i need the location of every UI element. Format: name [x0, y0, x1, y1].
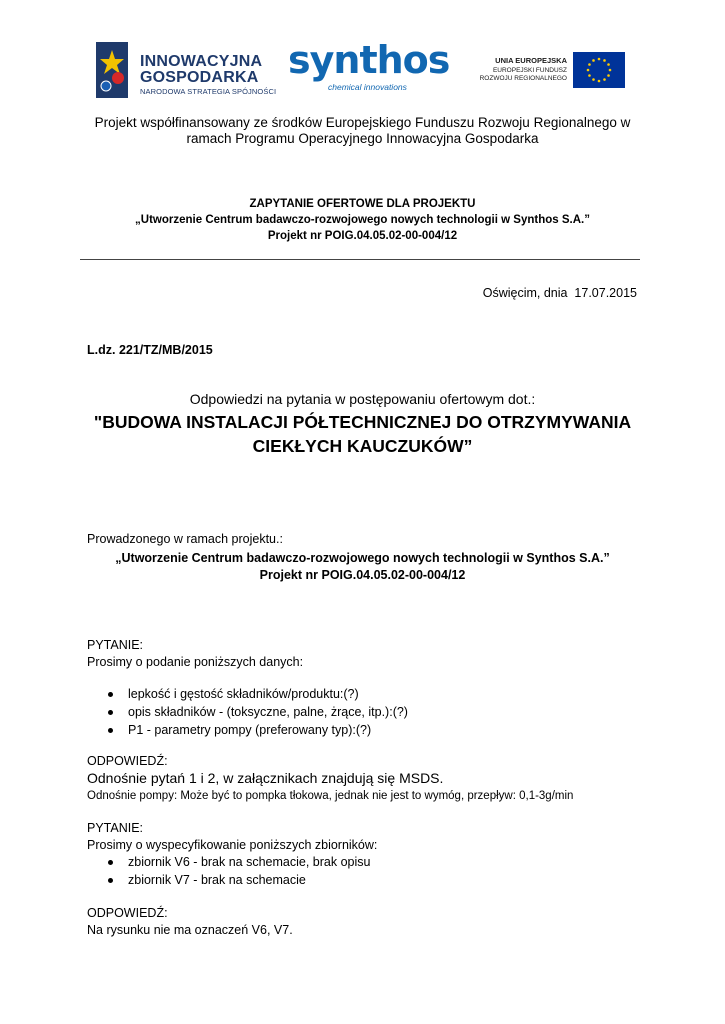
eu-star — [592, 78, 595, 81]
synthos-tagline: chemical innovations — [328, 82, 407, 92]
question-text: Prosimy o wyspecyfikowanie poniższych zbiorników: — [87, 838, 378, 852]
eu-star — [598, 58, 601, 61]
eu-star — [607, 63, 610, 66]
title-line2: CIEKŁYCH KAUCZUKÓW” — [252, 436, 473, 456]
cofinancing-line1: Projekt współfinansowany ze środków Europejskiego Funduszu Rozwoju Regionalnego w — [94, 115, 631, 130]
bullet-marker — [108, 710, 113, 715]
intro-line: Odpowiedzi na pytania w postępowaniu ofertowym dot.: — [189, 391, 536, 407]
bullet-marker — [108, 728, 113, 733]
eu-star — [598, 80, 601, 83]
question-text: Prosimy o podanie poniższych danych: — [87, 655, 304, 669]
project-lead: Prowadzonego w ramach projektu.: — [87, 532, 283, 546]
project-line2: Projekt nr POIG.04.05.02-00-004/12 — [259, 568, 466, 582]
eu-logo — [480, 52, 625, 92]
synthos-wordmark: synthos — [288, 38, 450, 82]
date-line: Oświęcim, dnia 17.07.2015 — [482, 286, 637, 300]
eu-star — [603, 78, 606, 81]
question-bullet: zbiornik V7 - brak na schemacie — [128, 873, 306, 887]
answer-label: ODPOWIEDŹ: — [87, 906, 168, 920]
title-line1: "BUDOWA INSTALACJI PÓŁTECHNICZNEJ DO OTRZYMYWANIA — [93, 412, 632, 432]
eu-star — [603, 59, 606, 62]
eu-star — [588, 63, 591, 66]
innowacyjna-logo-line3: NARODOWA STRATEGIA SPÓJNOŚCI — [140, 87, 277, 96]
synthos-logo — [288, 38, 450, 96]
eu-logo-line2: EUROPEJSKI FUNDUSZ — [492, 67, 567, 74]
project-line1: „Utworzenie Centrum badawczo-rozwojowego nowych technologii w Synthos S.A.” — [115, 551, 610, 565]
answer-line: Odnośnie pompy: Może być to pompka tłokowa, jednak nie jest to wymóg, przepływ: 0,1-3g/min — [87, 790, 574, 802]
header-line3: Projekt nr POIG.04.05.02-00-004/12 — [267, 230, 458, 242]
cofinancing-line2: ramach Programu Operacyjnego Innowacyjna Gospodarka — [186, 131, 539, 146]
eu-star — [607, 74, 610, 77]
innowacyjna-gospodarka-logo — [96, 42, 277, 100]
reference-number: L.dz. 221/TZ/MB/2015 — [87, 343, 213, 357]
eu-logo-line3: ROZWOJU REGIONALNEGO — [479, 75, 567, 82]
header-line2: „Utworzenie Centrum badawczo-rozwojowego nowych technologii w Synthos S.A.” — [135, 214, 590, 226]
innowacyjna-logo-line2: GOSPODARKA — [140, 69, 259, 86]
bullet-marker — [108, 692, 113, 697]
bullet-marker — [108, 878, 113, 883]
question-label: PYTANIE: — [87, 821, 144, 835]
question-bullet: opis składników - (toksyczne, palne, żrące, itp.):(?) — [128, 705, 408, 719]
eu-logo-line1: UNIA EUROPEJSKA — [495, 56, 567, 65]
question-label: PYTANIE: — [87, 638, 144, 652]
eu-star — [587, 69, 590, 72]
eu-star — [609, 69, 612, 72]
innowacyjna-gospodarka-emblem-icon — [96, 42, 128, 98]
header-divider — [80, 259, 640, 260]
answer-label: ODPOWIEDŹ: — [87, 754, 168, 768]
bullet-marker — [108, 860, 113, 865]
eu-flag-icon — [573, 52, 625, 88]
question-bullet: lepkość i gęstość składników/produktu:(?) — [128, 687, 359, 701]
eu-star — [592, 59, 595, 62]
eu-star — [588, 74, 591, 77]
answer-line: Odnośnie pytań 1 i 2, w załącznikach znajdują się MSDS. — [87, 770, 444, 786]
header-line1: ZAPYTANIE OFERTOWE DLA PROJEKTU — [249, 198, 476, 210]
question-bullet: zbiornik V6 - brak na schemacie, brak opisu — [128, 855, 371, 869]
question-bullet: P1 - parametry pompy (preferowany typ):(?) — [128, 723, 372, 737]
innowacyjna-logo-line1: INNOWACYJNA — [140, 53, 263, 70]
answer-line: Na rysunku nie ma oznaczeń V6, V7. — [87, 923, 293, 937]
